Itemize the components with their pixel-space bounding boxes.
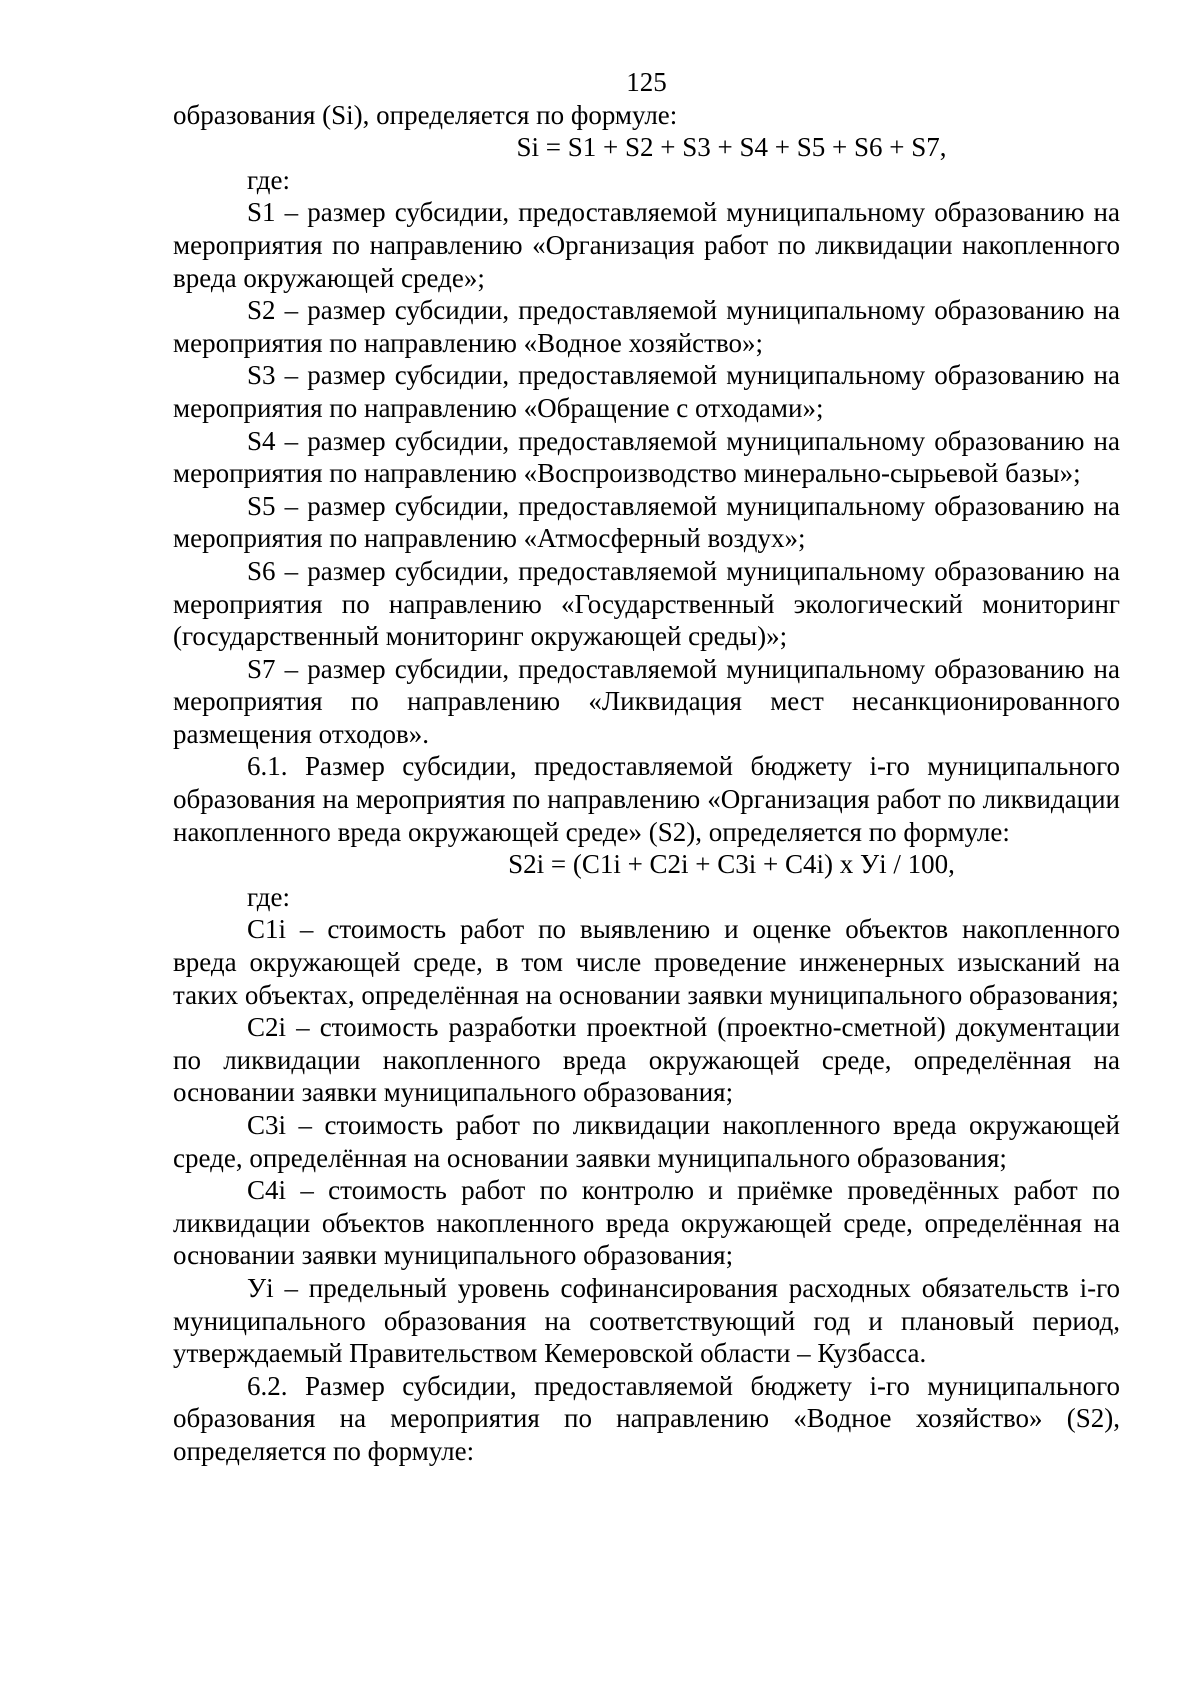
definition-s2: S2 – размер субсидии, предоставляемой муниципальному образованию на мероприятия по направлению «Водное хозяйство»; bbox=[173, 295, 1120, 358]
where-label: где: bbox=[247, 164, 290, 195]
definition-s5: S5 – размер субсидии, предоставляемой муниципальному образованию на мероприятия по направлению «Атмосферный воздух»; bbox=[173, 490, 1120, 554]
definition-s1: S1 – размер субсидии, предоставляемой муниципальному образованию на мероприятия по направлению «Организация работ по ликвидации накопленного вреда окружающей среде»; bbox=[173, 197, 1120, 293]
page-number: 125 bbox=[626, 67, 667, 97]
definition-s6: S6 – размер субсидии, предоставляемой муниципальному образованию на мероприятия по направлению «Государственный экологический мониторинг (государственный мониторинг окружающей среды)»; bbox=[173, 555, 1120, 652]
definition-c3i: C3i – стоимость работ по ликвидации накопленного вреда окружающей среде, определённая на основании заявки муниципального образования; bbox=[173, 1110, 1120, 1173]
definition-c4i: C4i – стоимость работ по контролю и приёмке проведённых работ по ликвидации объектов накопленного вреда окружающей среде, определённая на основании заявки муниципального образования; bbox=[173, 1175, 1120, 1271]
definition-c1i: C1i – стоимость работ по выявлению и оценке объектов накопленного вреда окружающей среде, в том числе проведение инженерных изысканий на таких объектах, определённая на основании заявки муниципального образования; bbox=[173, 914, 1120, 1010]
definition-s4: S4 – размер субсидии, предоставляемой муниципальному образованию на мероприятия по направлению «Воспроизводство минерально-сырьевой базы»; bbox=[173, 425, 1120, 489]
section-6-1: 6.1. Размер субсидии, предоставляемой бюджету i-го муниципального образования на мероприятия по направлению «Организация работ по ликвидации накопленного вреда окружающей среде» (S2), определяется по формуле: bbox=[173, 751, 1120, 847]
definition-s7: S7 – размер субсидии, предоставляемой муниципальному образованию на мероприятия по направлению «Ликвидация мест несанкционированного размещения отходов». bbox=[173, 653, 1120, 749]
paragraph-intro: образования (Si), определяется по формуле: bbox=[173, 99, 678, 130]
where-label: где: bbox=[247, 881, 290, 912]
definition-yi: Уi – предельный уровень софинансирования расходных обязательств i-го муниципального образования на соответствующий год и плановый период, утверждаемый Правительством Кемеровской области – Кузбасса. bbox=[173, 1272, 1120, 1369]
definition-s3: S3 – размер субсидии, предоставляемой муниципальному образованию на мероприятия по направлению «Обращение с отходами»; bbox=[173, 360, 1120, 423]
document-page bbox=[173, 66, 1120, 1468]
formula-si: Si = S1 + S2 + S3 + S4 + S5 + S6 + S7, bbox=[516, 132, 947, 163]
formula-s2i: S2i = (C1i + C2i + C3i + C4i) х Уi / 100, bbox=[508, 849, 955, 880]
section-6-2: 6.2. Размер субсидии, предоставляемой бюджету i-го муниципального образования на мероприятия по направлению «Водное хозяйство» (S2), определяется по формуле: bbox=[173, 1370, 1120, 1466]
definition-c2i: C2i – стоимость разработки проектной (проектно-сметной) документации по ликвидации накопленного вреда окружающей среде, определённая на основании заявки муниципального образования; bbox=[173, 1012, 1120, 1108]
